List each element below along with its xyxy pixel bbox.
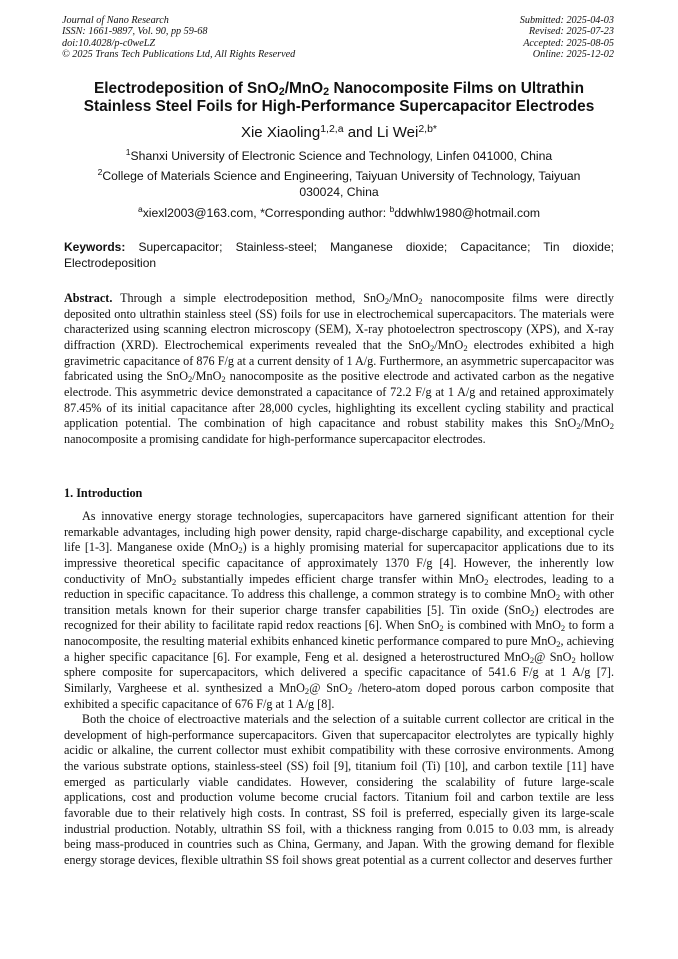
paragraph-2: Both the choice of electroactive materials and the selection of a suitable current collector are critical in the development of high-performance supercapacitors. Given that supercapacitor electrolytes are typically highly acidic or alkaline, the current collector must exhibit compatibility with these corrosive environments. Among the various substrate options, stainless-steel (SS) foil [9], titanium foil (Ti) [10], and carbon textile [11] have emerged as particularly viable candidates. However, considering the scalability of future large-scale applications, cost and production volume become crucial factors. Titanium foil and carbon textile are less favorable due to their relatively high costs. In contrast, SS foil is preferred, especially given its large-scale industrial production. Notably, ultrathin SS foil, with a thickness ranging from 0.015 to 0.03 mm, is already being mass-produced in countries such as China, Germany, and Japan. With the growing demand for flexible energy storage devices, flexible ultrathin SS foil shows great potential as a current collector and deserves further [64,712,614,867]
keywords: Keywords: Supercapacitor; Stainless-steel; Manganese dioxide; Capacitance; Tin dioxide; Electrodeposition [64,240,614,270]
author-2: Li Wei [376,124,419,141]
affiliation-2: $^2$College of Materials Science and Engineering, Taiyuan University of Technology, Taiyuan 030024, China [97,167,581,199]
abstract: Abstract. Through a simple electrodeposition method, SnO$_2$/MnO$_2$ nanocomposite films were directly deposited onto ultrathin stainless steel (SS) foils for use in electrochemical supercapacitors. The materials were characterized using scanning electron microscopy (SEM), X-ray photoelectron spectroscopy (XPS), and X-ray diffraction (XRD). Electrochemical experiments revealed that the SnO$_2$/MnO$_2$ electrodes exhibited a high gravimetric capacitance of 876 F/g at a current density of 1 A/g. Furthermore, an asymmetric supercapacitor was fabricated using the SnO$_2$/MnO$_2$ nanocomposite as the positive electrode and activated carbon as the negative electrode. This asymmetric device demonstrated a capacitance of 72.2 F/g at 1 A/g and retained approximately 87.45% of its initial capacitance after 28,000 cycles, highlighting its excellent cycling stability and practical application potential. The combination of high capacitance and robust stability makes this SnO$_2$/MnO$_2$ nanocomposite a promising candidate for high-performance supercapacitor electrodes. [64,291,615,446]
keywords-label: Keywords: [64,240,126,254]
revised-date: Revised: 2025-07-23 [528,26,614,38]
author-1: Xie Xiaoling [240,124,321,141]
paper-title: Electrodeposition of SnO$_2$/MnO$_2$ Nanocomposite Films on Ultrathin Stainless Steel Foils for High-Performance Supercapacitor Electrodes [83,80,595,115]
copyright: © 2025 Trans Tech Publications Ltd, All Rights Reserved [62,49,296,61]
affiliation-1: $^1$Shanxi University of Electronic Science and Technology, Linfen 041000, China [125,147,553,163]
journal-header-right [520,15,614,61]
accepted-date: Accepted: 2025-08-05 [523,37,614,49]
journal-name: Journal of Nano Research [62,15,169,26]
issn: ISSN: 1661-9897, Vol. 90, pp 59-68 [62,26,208,38]
doi: doi:10.4028/p-c0weLZ [62,37,156,49]
journal-header-left [62,15,295,61]
submitted-date: Submitted: 2025-04-03 [519,15,614,26]
paragraph-1: As innovative energy storage technologies, supercapacitors have garnered significant attention for their remarkable advantages, including high power density, rapid charge-discharge capability, and exceptional cycle life [1-3]. Manganese oxide (MnO$_2$) is a highly promising material for supercapacitor applications due to its impressive theoretical specific capacitance of approximately 1370 F/g [4]. However, the inherently low conductivity of MnO$_2$ substantially impedes efficient charge transfer within MnO$_2$ electrodes, leading to a reduction in specific capacitance. To address this challenge, a common strategy is to combine MnO$_2$ with other transition metals known for their superior charge transfer capabilities [5]. Tin oxide (SnO$_2$) electrodes are recognized for their ability to facilitate rapid redox reactions [6]. When SnO$_2$ is combined with MnO$_2$ to form a nanocomposite, the resulting material exhibits enhanced kinetic performance compared to pure MnO$_2$, achieving a higher specific capacitance [6]. For example, Feng et al. designed a heterostructured MnO$_2$@ SnO$_2$ hollow sphere composite for supercapacitors, which delivered a specific capacitance of 541.6 F/g at 1 A/g [7]. Similarly, Vargheese et al. synthesized a MnO$_2$@ SnO$_2$ /hetero-atom doped porous carbon composite that exhibited a specific capacitance of 676 F/g at 1 A/g [8]. [64,509,614,711]
abstract-label: Abstract. [64,291,113,305]
section-heading-introduction: 1. Introduction [64,486,143,500]
online-date: Online: 2025-12-02 [532,49,614,61]
introduction-body [64,509,614,868]
authors: Xie Xiaoling$^{1,2,a}$ and Li Wei$^{2,b*}$ [240,123,438,141]
author-emails: $^a$xiexl2003@163.com, *Corresponding author: $^b$ddwhlw1980@hotmail.com [137,204,541,220]
